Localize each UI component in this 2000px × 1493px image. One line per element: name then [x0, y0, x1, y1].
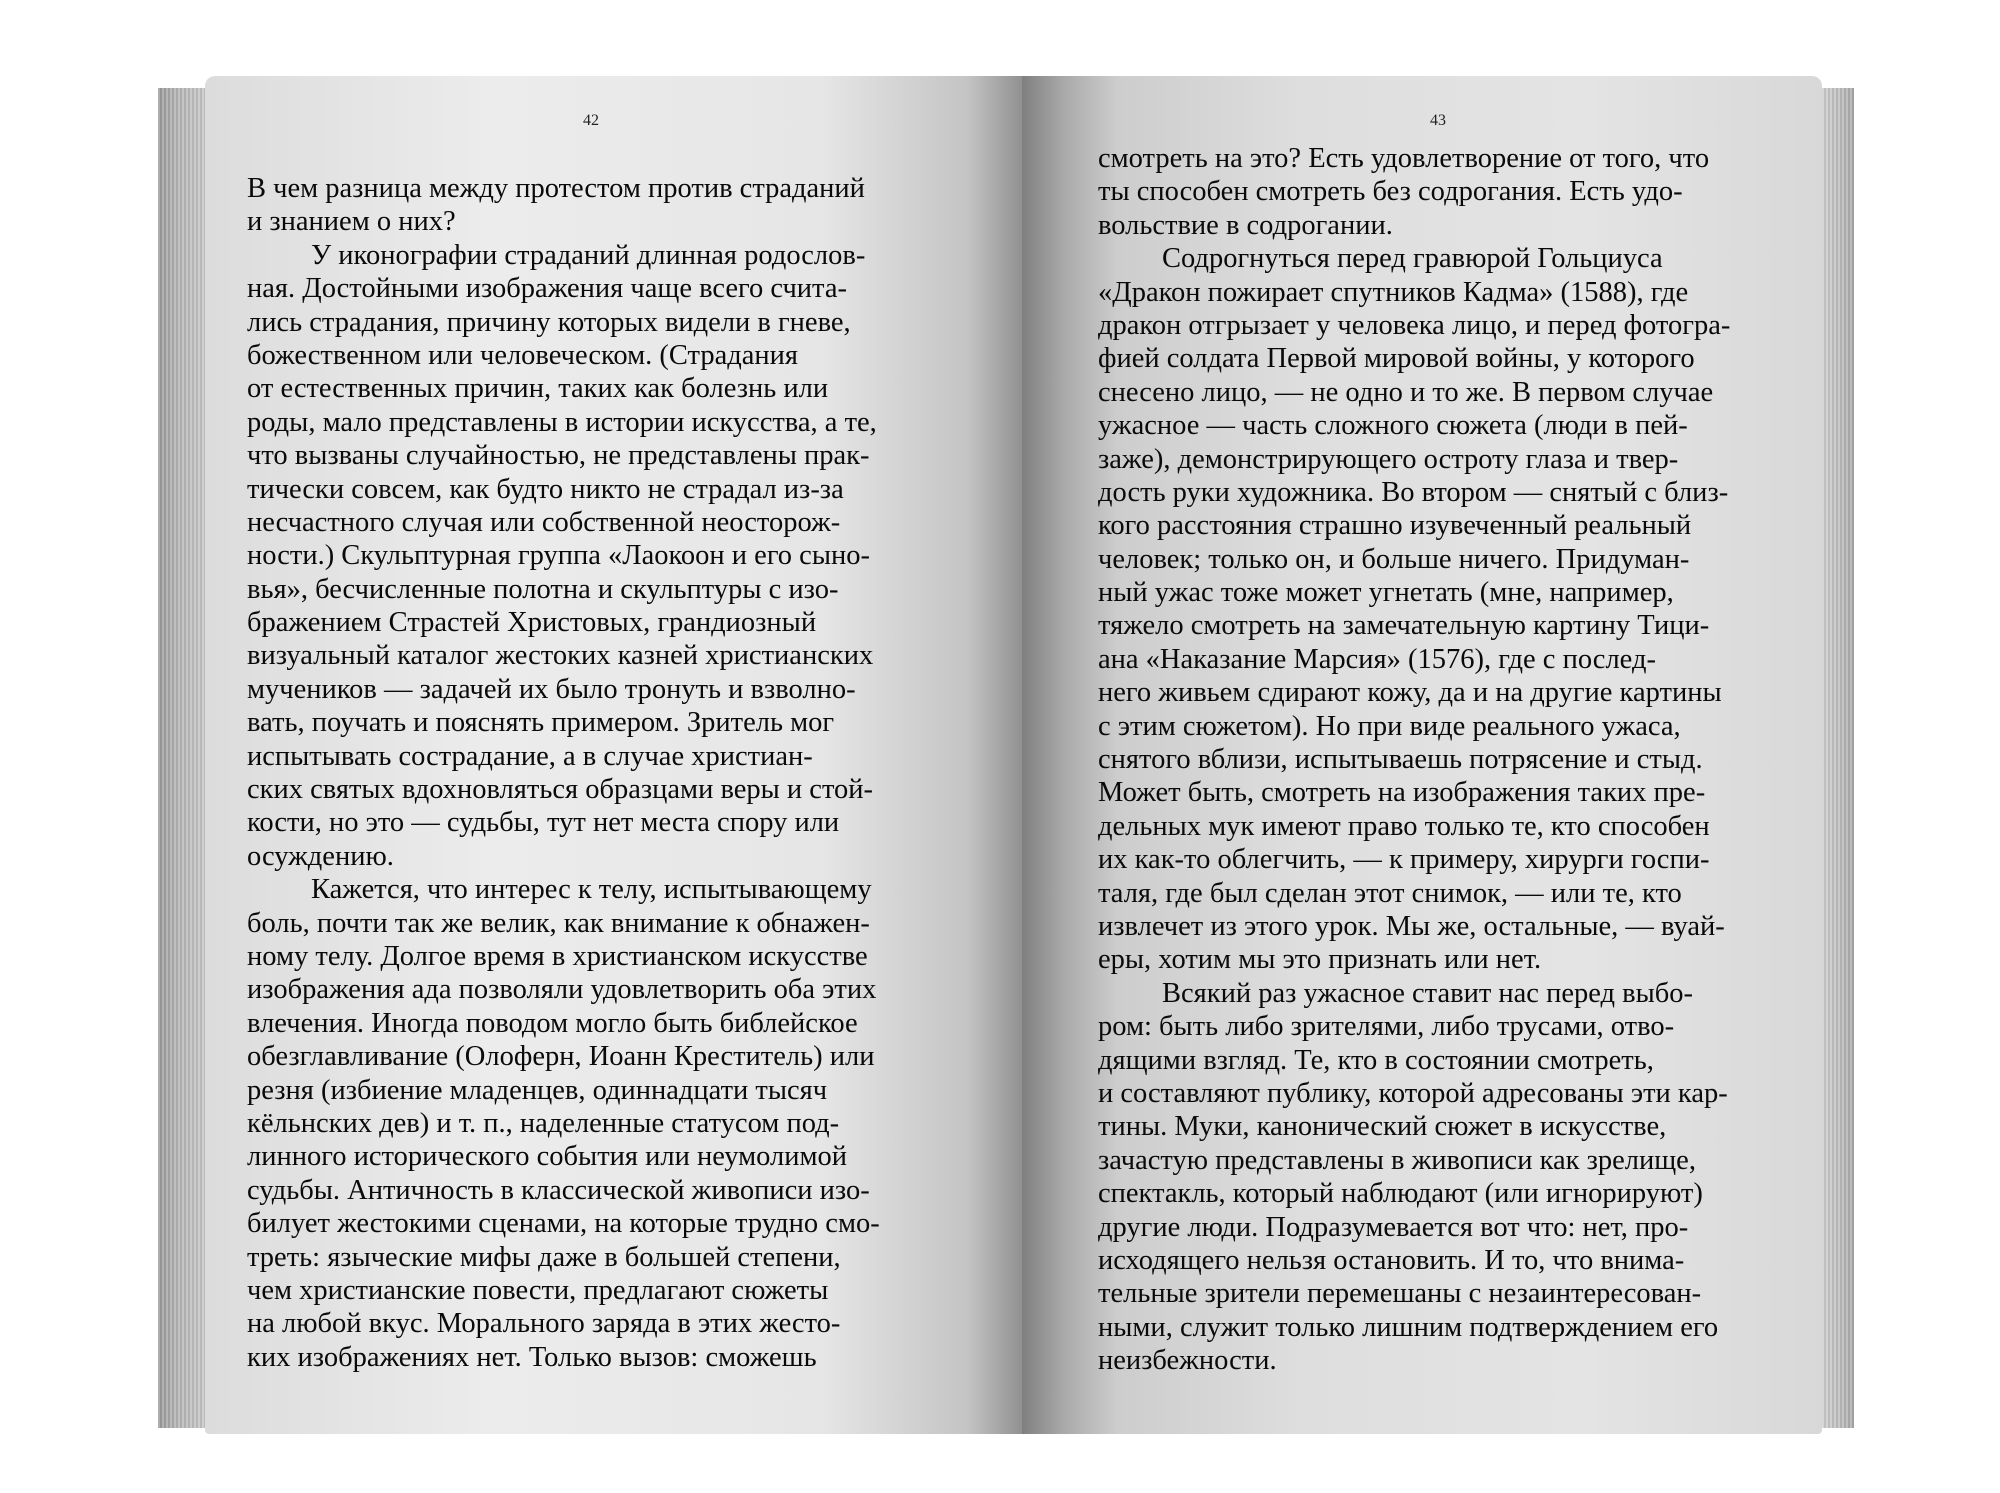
text-line: зачастую представлены в живописи как зрелище, [1098, 1144, 1696, 1176]
text-line: снесено лицо, — не одно и то же. В первом случае [1098, 376, 1714, 408]
text-line: ских святых вдохновляться образцами веры и стой- [247, 774, 874, 806]
text-line: вья», бесчисленные полотна и скульптуры с изо- [247, 573, 839, 605]
text-line: судьбы. Античность в классической живописи изо- [247, 1174, 870, 1206]
text-line: дость руки художника. Во втором — снятый с близ- [1098, 476, 1729, 508]
page-stack-right-edge [1818, 88, 1854, 1428]
text-line: визуальный каталог жестоких казней христианских [247, 640, 874, 672]
text-line: боль, почти так же велик, как внимание к обнажен- [247, 907, 870, 939]
text-line: ужасное — часть сложного сюжета (люди в пей- [1098, 410, 1688, 442]
text-line: чем христианские повести, предлагают сюжеты [247, 1274, 829, 1306]
text-line: дящими взгляд. Те, кто в состоянии смотреть, [1098, 1044, 1654, 1076]
left-page-text [247, 172, 967, 1374]
text-line: осуждению. [247, 840, 394, 872]
text-line: тически совсем, как будто никто не страдал из-за [247, 473, 844, 505]
text-line: фией солдата Первой мировой войны, у которого [1098, 343, 1695, 375]
text-line: кого расстояния страшно изувеченный реальный [1098, 510, 1692, 542]
text-line: ному телу. Долгое время в христианском искусстве [247, 940, 868, 972]
text-line: мучеников — задачей их было тронуть и взволно- [247, 673, 856, 705]
text-line: резня (избиение младенцев, одиннадцати тысяч [247, 1074, 828, 1106]
text-line: ких изображениях нет. Только вызов: сможешь [247, 1341, 817, 1373]
text-line: лись страдания, причину которых видели в гневе, [247, 306, 851, 338]
text-line: божественном или человеческом. (Страдания [247, 339, 798, 371]
text-line: несчастного случая или собственной неосторож- [247, 506, 841, 538]
text-line: вольствие в содрогании. [1098, 209, 1393, 241]
text-line: дракон отгрызает у человека лицо, и перед фотогра- [1098, 309, 1731, 341]
text-line: дельных мук имеют право только те, кто способен [1098, 810, 1710, 842]
text-line: изображения ада позволяли удовлетворить оба этих [247, 974, 877, 1006]
page-stack-left-edge [158, 88, 208, 1428]
text-line: вать, поучать и пояснять примером. Зритель мог [247, 707, 835, 739]
text-line: человек; только он, и больше ничего. Придуман- [1098, 543, 1690, 575]
text-line: обезглавливание (Олоферн, Иоанн Креститель) или [247, 1041, 875, 1073]
text-line: неизбежности. [1098, 1345, 1277, 1377]
text-line: и составляют публику, которой адресованы эти кар- [1098, 1077, 1728, 1109]
left-page [205, 76, 1025, 1434]
text-line: ными, служит только лишним подтверждением его [1098, 1311, 1719, 1343]
right-page [1022, 76, 1822, 1434]
text-line: и знанием о них? [247, 206, 456, 238]
text-line: таля, где был сделан этот снимок, — или те, кто [1098, 877, 1682, 909]
text-line: смотреть на это? Есть удовлетворение от того, что [1098, 143, 1710, 174]
text-line: него живьем сдирают кожу, да и на другие картины [1098, 677, 1722, 709]
text-line: роды, мало представлены в истории искусства, а те, [247, 406, 877, 438]
page-number-left: 42 [583, 112, 599, 129]
text-line: ты способен смотреть без содрогания. Есть удо- [1098, 176, 1683, 208]
text-line: влечения. Иногда поводом могло быть библейское [247, 1007, 858, 1039]
text-line: билует жестокими сценами, на которые трудно смо- [247, 1208, 880, 1240]
text-line: испытывать сострадание, а в случае христиан- [247, 740, 813, 772]
text-line: кёльнских дев) и т. п., наделенные статусом под- [247, 1107, 840, 1139]
text-line: тяжело смотреть на замечательную картину Тици- [1098, 610, 1710, 642]
text-line: тельные зрители перемешаны с незаинтересован- [1098, 1278, 1702, 1310]
text-line: извлечет из этого урок. Мы же, остальные, — вуай- [1098, 910, 1725, 942]
text-line: исходящего нельзя остановить. И то, что внима- [1098, 1244, 1685, 1276]
text-line: от естественных причин, таких как болезнь или [247, 373, 829, 405]
text-line: У иконографии страданий длинная родослов- [311, 239, 866, 271]
text-line: их как-то облегчить, — к примеру, хирурги госпи- [1098, 844, 1710, 876]
text-line: треть: языческие мифы даже в большей степени, [247, 1241, 841, 1273]
text-line: с этим сюжетом). Но при виде реального ужаса, [1098, 710, 1681, 742]
text-line: снятого вблизи, испытываешь потрясение и стыд. [1098, 744, 1703, 776]
text-line: линного исторического события или неумолимой [247, 1141, 847, 1173]
text-line: другие люди. Подразумевается вот что: нет, про- [1098, 1211, 1689, 1243]
text-line: на любой вкус. Морального заряда в этих жесто- [247, 1308, 841, 1340]
text-line: Содрогнуться перед гравюрой Гольциуса [1162, 243, 1663, 275]
text-line: еры, хотим мы это признать или нет. [1098, 944, 1542, 976]
text-line: спектакль, который наблюдают (или игнорируют) [1098, 1178, 1703, 1210]
text-line: тины. Муки, канонический сюжет в искусстве, [1098, 1111, 1667, 1143]
text-line: бражением Страстей Христовых, грандиозный [247, 607, 817, 639]
text-line: Всякий раз ужасное ставит нас перед выбо- [1162, 977, 1693, 1009]
text-line: В чем разница между протестом против страданий [247, 173, 865, 204]
text-line: ный ужас тоже может угнетать (мне, например, [1098, 577, 1674, 609]
text-line: «Дракон пожирает спутников Кадма» (1588), где [1098, 276, 1689, 308]
text-line: Может быть, смотреть на изображения таких пре- [1098, 777, 1706, 809]
text-line: ана «Наказание Марсия» (1576), где с послед- [1098, 643, 1656, 675]
right-page-text [1098, 142, 1798, 1377]
text-line: кости, но это — судьбы, тут нет места спору или [247, 807, 840, 839]
page-number-right: 43 [1430, 112, 1446, 129]
text-line: заже), демонстрирующего остроту глаза и твер- [1098, 443, 1679, 475]
text-line: ности.) Скульптурная группа «Лаокоон и его сыно- [247, 540, 870, 572]
text-line: что вызваны случайностью, не представлены прак- [247, 440, 870, 472]
text-line: Кажется, что интерес к телу, испытывающему [311, 874, 872, 906]
text-line: ром: быть либо зрителями, либо трусами, отво- [1098, 1011, 1675, 1043]
text-line: ная. Достойными изображения чаще всего счита- [247, 273, 848, 305]
